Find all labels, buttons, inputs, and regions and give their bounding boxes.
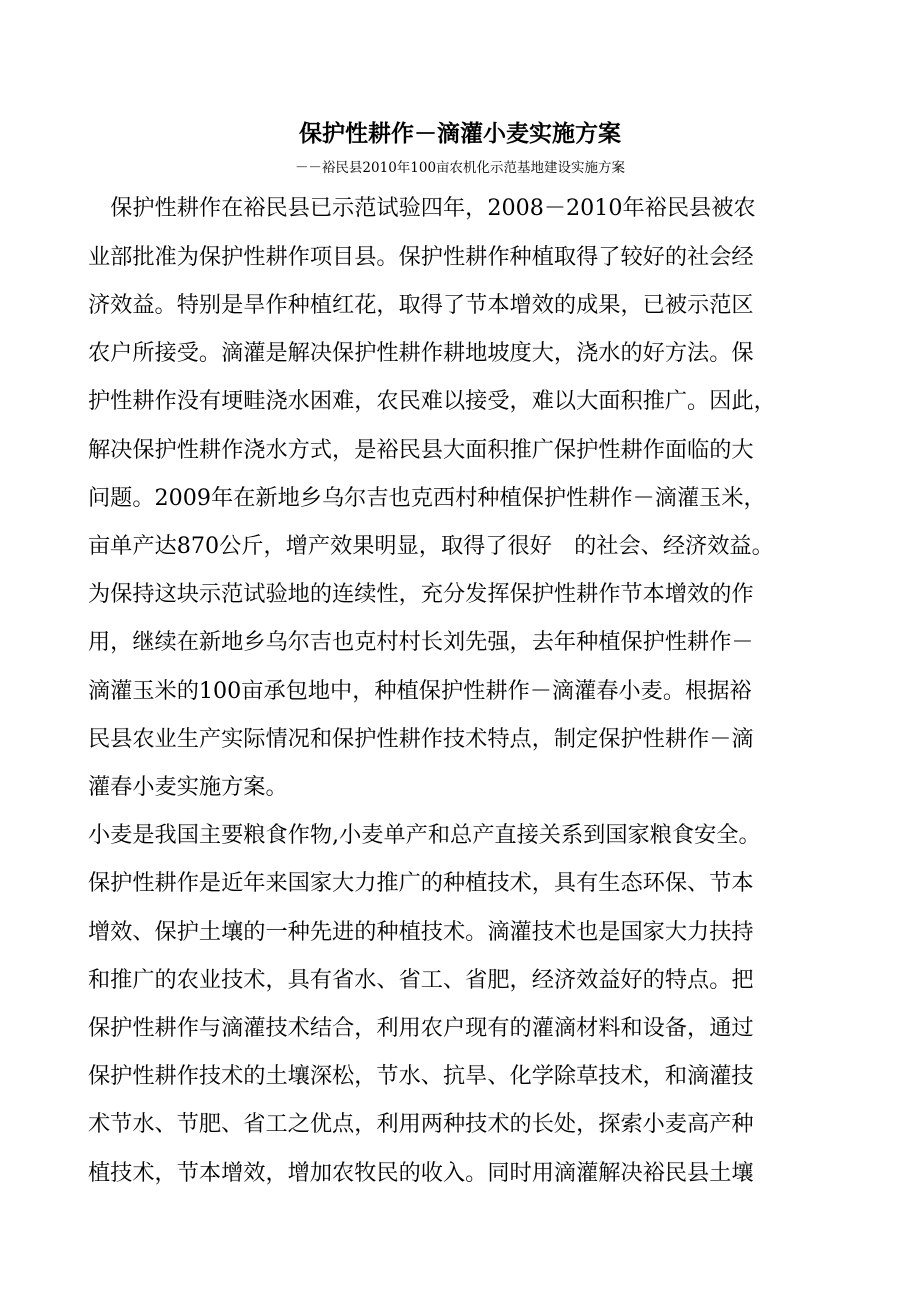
text-line: 保护性耕作是近年来国家大力推广的种植技术，具有生态环保、节本	[88, 870, 754, 896]
text-line: 保护性耕作技术的土壤深松，节水、抗旱、化学除草技术，和滴灌技	[88, 1063, 754, 1089]
text-line: 保护性耕作与滴灌技术结合，利用农户现有的灌滴材料和设备，通过	[88, 1015, 754, 1041]
text-line: 植技术，节本增效，增加农牧民的收入。同时用滴灌解决裕民县土壤	[88, 1160, 754, 1186]
text-line: 民县农业生产实际情况和保护性耕作技术特点，制定保护性耕作－滴	[88, 726, 754, 752]
text-line: 为保持这块示范试验地的连续性，充分发挥保护性耕作节本增效的作	[88, 581, 754, 607]
text-line: 保护性耕作在裕民县已示范试验四年，2008－2010年裕民县被农	[88, 195, 756, 221]
document-title: 保护性耕作－滴灌小麦实施方案	[299, 120, 621, 147]
text-line: 用，继续在新地乡乌尔吉也克村村长刘先强，去年种植保护性耕作－	[88, 629, 754, 655]
text-line: 术节水、节肥、省工之优点，利用两种技术的长处，探索小麦高产种	[88, 1111, 754, 1137]
text-line: 农户所接受。滴灌是解决保护性耕作耕地坡度大，浇水的好方法。保	[88, 340, 754, 366]
text-line: 亩单产达870公斤，增产效果明显，取得了很好 的社会、经济效益。	[88, 533, 774, 559]
text-line: 护性耕作没有埂畦浇水困难，农民难以接受，难以大面积推广。因此，	[88, 388, 776, 414]
document-subtitle: －－裕民县2010年100亩农机化示范基地建设实施方案	[294, 160, 626, 176]
text-line: 灌春小麦实施方案。	[88, 774, 288, 800]
text-line: 滴灌玉米的100亩承包地中，种植保护性耕作－滴灌春小麦。根据裕	[88, 678, 752, 704]
text-line: 增效、保护土壤的一种先进的种植技术。滴灌技术也是国家大力扶持	[88, 919, 754, 945]
text-line: 和推广的农业技术，具有省水、省工、省肥，经济效益好的特点。把	[88, 967, 754, 993]
text-line: 业部批准为保护性耕作项目县。保护性耕作种植取得了较好的社会经	[88, 244, 754, 270]
text-line: 解决保护性耕作浇水方式，是裕民县大面积推广保护性耕作面临的大	[88, 437, 754, 463]
text-line: 小麦是我国主要粮食作物,小麦单产和总产直接关系到国家粮食安全。	[88, 822, 761, 848]
text-line: 问题。2009年在新地乡乌尔吉也克西村种植保护性耕作－滴灌玉米，	[88, 485, 766, 511]
text-line: 济效益。特别是旱作种植红花，取得了节本增效的成果，已被示范区	[88, 292, 754, 318]
